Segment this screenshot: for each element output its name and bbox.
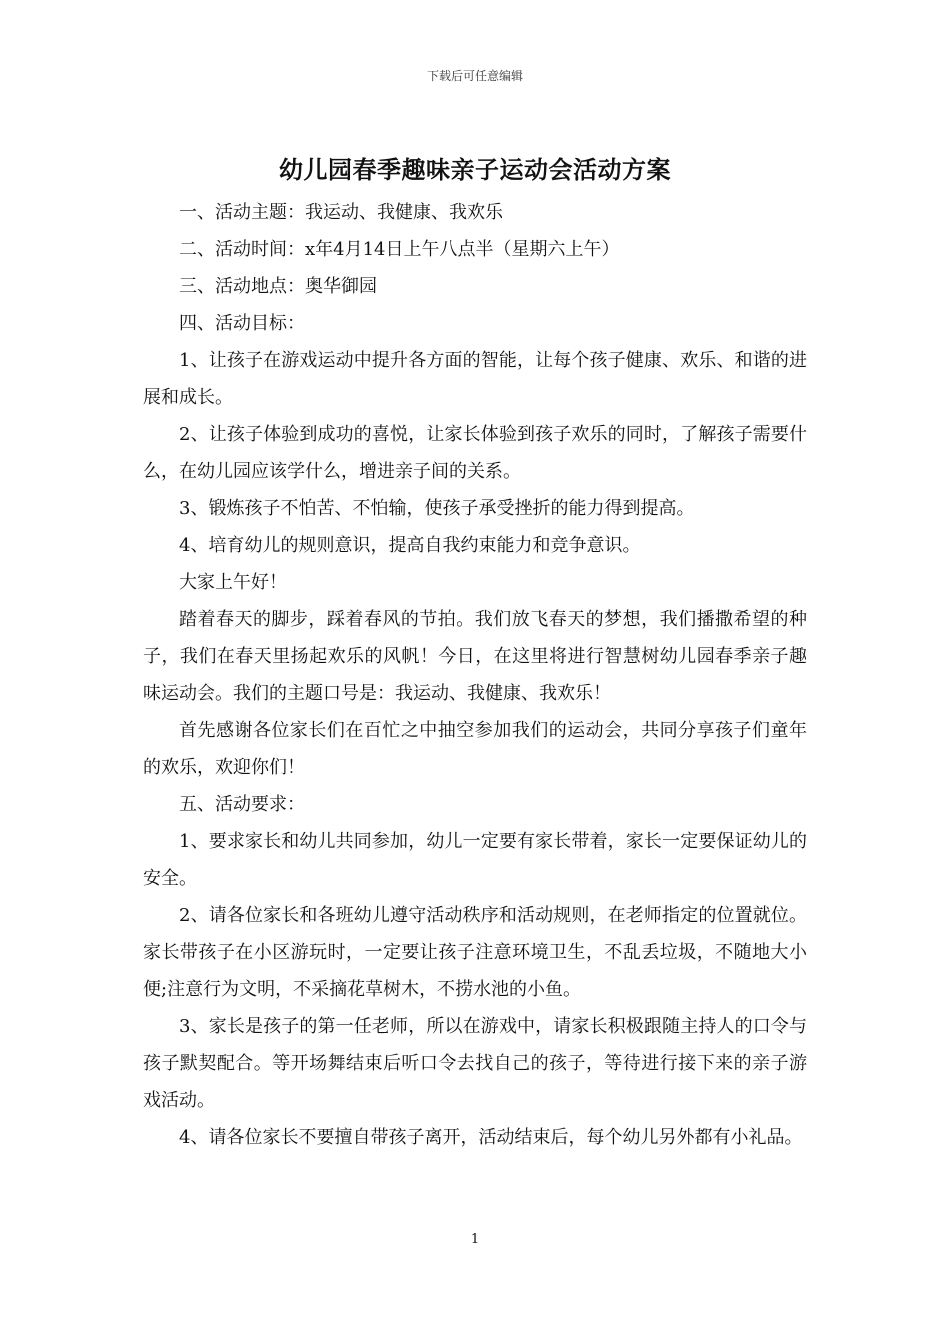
paragraph-goals-heading: 四、活动目标：: [179, 313, 305, 334]
paragraph-requirement-2: 2、请各位家长和各班幼儿遵守活动秩序和活动规则，在老师指定的位置就位。家长带孩子在小区游玩时，一定要让孩子注意环境卫生，不乱丢垃圾，不随地大小便;注意行为文明，不采摘花草树木，不捞水池的小鱼。: [143, 905, 807, 1000]
document-body: [143, 194, 807, 1156]
paragraph-requirement-3: 3、家长是孩子的第一任老师，所以在游戏中，请家长积极跟随主持人的口令与孩子默契配合。等开场舞结束后听口令去找自己的孩子，等待进行接下来的亲子游戏活动。: [143, 1016, 807, 1111]
paragraph-thanks: 首先感谢各位家长们在百忙之中抽空参加我们的运动会，共同分享孩子们童年的欢乐，欢迎你们！: [143, 720, 807, 778]
paragraph-theme: 一、活动主题：我运动、我健康、我欢乐: [179, 202, 503, 223]
page-number: 1: [470, 1232, 480, 1247]
paragraph-goal-2: 2、让孩子体验到成功的喜悦，让家长体验到孩子欢乐的同时，了解孩子需要什么，在幼儿园应该学什么，增进亲子间的关系。: [143, 424, 807, 482]
paragraph-goal-3: 3、锻炼孩子不怕苦、不怕输，使孩子承受挫折的能力得到提高。: [179, 498, 695, 519]
paragraph-opening-speech: 踏着春天的脚步，踩着春风的节拍。我们放飞春天的梦想，我们播撒希望的种子，我们在春天里扬起欢乐的风帆！今日，在这里将进行智慧树幼儿园春季亲子趣味运动会。我们的主题口号是：我运动、我健康、我欢乐！: [143, 609, 807, 704]
paragraph-goal-1: 1、让孩子在游戏运动中提升各方面的智能，让每个孩子健康、欢乐、和谐的进展和成长。: [143, 350, 807, 408]
paragraph-goal-4: 4、培育幼儿的规则意识，提高自我约束能力和竞争意识。: [179, 535, 641, 556]
header-note: 下载后可任意编辑: [426, 69, 523, 83]
paragraph-location: 三、活动地点：奥华御园: [179, 276, 377, 297]
paragraph-greeting: 大家上午好！: [179, 572, 287, 593]
paragraph-requirement-1: 1、要求家长和幼儿共同参加，幼儿一定要有家长带着，家长一定要保证幼儿的安全。: [143, 831, 807, 889]
document-title: 幼儿园春季趣味亲子运动会活动方案: [279, 155, 671, 184]
paragraph-time: 二、活动时间：x年4月14日上午八点半（星期六上午）: [179, 239, 620, 260]
paragraph-requirement-4: 4、请各位家长不要擅自带孩子离开，活动结束后，每个幼儿另外都有小礼品。: [179, 1127, 803, 1148]
paragraph-requirements-heading: 五、活动要求：: [179, 794, 305, 815]
